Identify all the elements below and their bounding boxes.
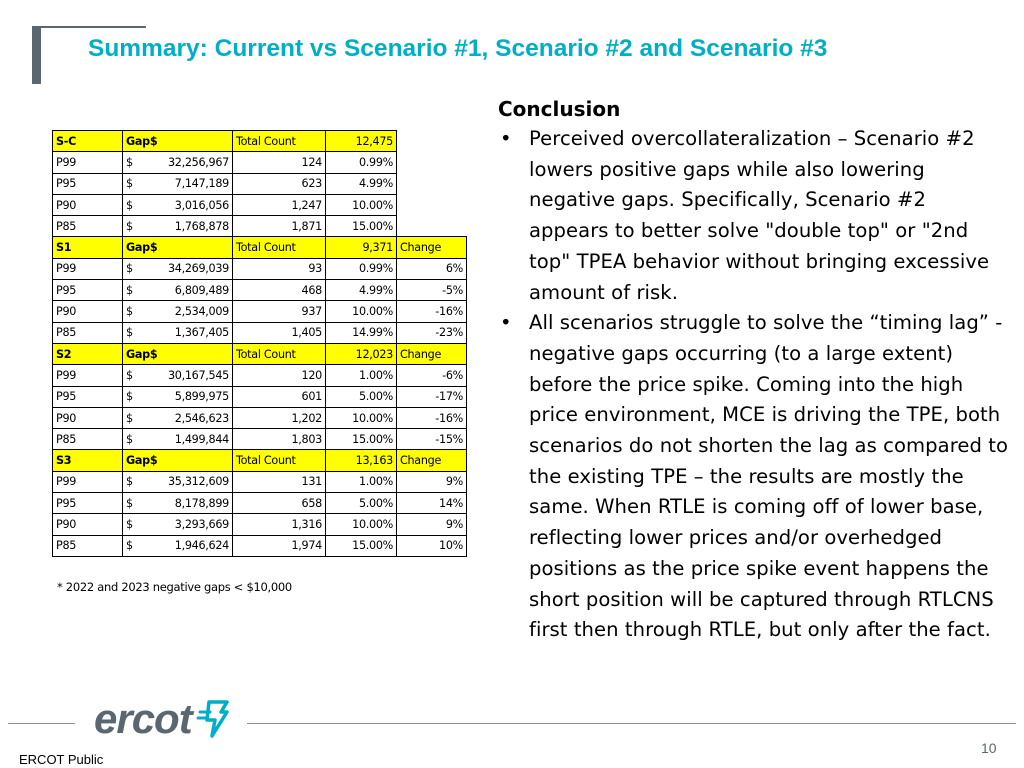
table-row <box>53 429 467 450</box>
currency-symbol: $ <box>126 539 133 553</box>
percent-cell: 15.00% <box>326 216 397 237</box>
gap-value-cell <box>123 365 233 386</box>
currency-symbol: $ <box>126 326 133 340</box>
gap-value-wrapper <box>126 262 229 275</box>
currency-symbol: $ <box>126 368 133 382</box>
footer-divider-left <box>8 723 75 724</box>
percentile-cell: P90 <box>53 514 123 535</box>
conclusion-bullet <box>498 308 1008 646</box>
gap-amount: 3,016,056 <box>174 198 229 212</box>
gap-amount: 34,269,039 <box>167 262 229 276</box>
total-count-label-cell: Total Count <box>233 343 326 364</box>
currency-symbol: $ <box>126 432 133 446</box>
change-cell: -6% <box>397 365 467 386</box>
gap-value-wrapper <box>126 326 229 339</box>
change-cell: -23% <box>397 322 467 343</box>
gap-value-wrapper <box>126 284 229 297</box>
gap-value-cell <box>123 194 233 215</box>
gap-amount: 1,499,844 <box>174 432 229 446</box>
total-count-value-cell: 9,371 <box>326 237 397 258</box>
count-cell: 120 <box>233 365 326 386</box>
percentile-cell: P90 <box>53 194 123 215</box>
table-row <box>53 471 467 492</box>
gap-value-cell <box>123 152 233 173</box>
change-cell: 6% <box>397 258 467 279</box>
gap-value-wrapper <box>126 412 229 425</box>
total-count-value-cell: 13,163 <box>326 450 397 471</box>
percentile-cell: P95 <box>53 173 123 194</box>
table-row <box>53 365 467 386</box>
scenario-label-cell: S-C <box>53 131 123 152</box>
footer-divider-right <box>247 723 1016 724</box>
percent-cell: 4.99% <box>326 173 397 194</box>
currency-symbol: $ <box>126 475 133 489</box>
table-row <box>53 493 467 514</box>
currency-symbol: $ <box>126 155 133 169</box>
percentile-cell: P99 <box>53 365 123 386</box>
percentile-cell: P90 <box>53 301 123 322</box>
bracket-top-line <box>32 26 146 28</box>
change-cell: -16% <box>397 301 467 322</box>
gap-amount: 6,809,489 <box>174 283 229 297</box>
change-cell: 10% <box>397 535 467 556</box>
gap-value-cell <box>123 301 233 322</box>
gap-value-cell <box>123 429 233 450</box>
gap-value-wrapper <box>126 390 229 403</box>
gap-amount: 1,768,878 <box>174 219 229 233</box>
total-count-label-cell: Total Count <box>233 131 326 152</box>
change-cell: 14% <box>397 493 467 514</box>
currency-symbol: $ <box>126 517 133 531</box>
table-body <box>53 131 467 557</box>
percent-cell: 0.99% <box>326 258 397 279</box>
gap-value-cell <box>123 258 233 279</box>
gap-value-cell <box>123 535 233 556</box>
percentile-cell: P99 <box>53 258 123 279</box>
footer-classification-label: ERCOT Public <box>19 752 104 767</box>
currency-symbol: $ <box>126 496 133 510</box>
table-row <box>53 280 467 301</box>
change-cell: -17% <box>397 386 467 407</box>
conclusion-bullet-text: All scenarios struggle to solve the “timing lag” - negative gaps occurring (to a large extent) before the price spike. Coming into the high price environment, MCE is driving the TPE, both scenarios do not shorten the lag as compared to the existing TPE – the results are mostly the same. When RTLE is coming off of lower base, reflecting lower prices and/or overhedged positions as the price spike event happens the short position will be captured through RTLCNS first then through RTLE, but only after the fact. <box>529 311 1009 642</box>
gap-value-wrapper <box>126 539 229 552</box>
currency-symbol: $ <box>126 411 133 425</box>
percentile-cell: P85 <box>53 322 123 343</box>
percent-cell: 10.00% <box>326 194 397 215</box>
count-cell: 1,974 <box>233 535 326 556</box>
table-row <box>53 173 467 194</box>
gap-value-cell <box>123 514 233 535</box>
bullet-dot-icon: • <box>500 311 512 335</box>
table-group-header-row <box>53 237 467 258</box>
currency-symbol: $ <box>126 305 133 319</box>
total-count-label-cell: Total Count <box>233 450 326 471</box>
gap-value-cell <box>123 407 233 428</box>
change-header-cell: Change <box>397 237 467 258</box>
percentile-cell: P85 <box>53 535 123 556</box>
percentile-cell: P85 <box>53 216 123 237</box>
gap-amount: 8,178,899 <box>174 496 229 510</box>
percent-cell: 14.99% <box>326 322 397 343</box>
bracket-left-bar <box>32 26 41 84</box>
table-group-header-row <box>53 450 467 471</box>
gap-value-wrapper <box>126 156 229 169</box>
percentile-cell: P95 <box>53 493 123 514</box>
bullet-dot-icon: • <box>500 127 512 150</box>
gap-header-cell: Gap$ <box>123 131 233 152</box>
percent-cell: 0.99% <box>326 152 397 173</box>
change-cell: 9% <box>397 471 467 492</box>
count-cell: 93 <box>233 258 326 279</box>
currency-symbol: $ <box>126 262 133 276</box>
gap-value-wrapper <box>126 199 229 212</box>
gap-header-cell: Gap$ <box>123 343 233 364</box>
gap-amount: 1,367,405 <box>174 326 229 340</box>
gap-value-wrapper <box>126 433 229 446</box>
empty-cell <box>397 152 467 173</box>
table-row <box>53 407 467 428</box>
count-cell: 601 <box>233 386 326 407</box>
gap-value-wrapper <box>126 305 229 318</box>
empty-cell <box>397 194 467 215</box>
percent-cell: 10.00% <box>326 407 397 428</box>
table-row <box>53 535 467 556</box>
percent-cell: 15.00% <box>326 535 397 556</box>
page-number: 10 <box>981 740 997 756</box>
footnote: * 2022 and 2023 negative gaps < $10,000 <box>57 580 292 594</box>
gap-amount: 30,167,545 <box>167 368 229 382</box>
gap-value-wrapper <box>126 177 229 190</box>
percentile-cell: P85 <box>53 429 123 450</box>
empty-cell <box>397 131 467 152</box>
count-cell: 1,871 <box>233 216 326 237</box>
conclusion-bullet-text: Perceived overcollateralization – Scenario #2 lowers positive gaps while also lowering negative gaps. Specifically, Scenario #2 appears to better solve "double top" or "2nd top" TPEA behavior without bringing excessive amount of risk. <box>529 127 990 304</box>
gap-summary-table <box>52 130 467 557</box>
table-group-header-row <box>53 343 467 364</box>
gap-amount: 7,147,189 <box>174 177 229 191</box>
change-cell: -16% <box>397 407 467 428</box>
count-cell: 124 <box>233 152 326 173</box>
gap-value-cell <box>123 173 233 194</box>
gap-value-cell <box>123 216 233 237</box>
total-count-label-cell: Total Count <box>233 237 326 258</box>
table-row <box>53 216 467 237</box>
gap-amount: 3,293,669 <box>174 517 229 531</box>
percent-cell: 10.00% <box>326 514 397 535</box>
conclusion-panel <box>498 94 1008 646</box>
table-row <box>53 386 467 407</box>
count-cell: 468 <box>233 280 326 301</box>
conclusion-heading: Conclusion <box>498 97 621 121</box>
count-cell: 1,202 <box>233 407 326 428</box>
gap-value-wrapper <box>126 518 229 531</box>
lightning-bolt-icon <box>196 699 232 739</box>
percent-cell: 1.00% <box>326 365 397 386</box>
scenario-label-cell: S3 <box>53 450 123 471</box>
count-cell: 658 <box>233 493 326 514</box>
scenario-label-cell: S2 <box>53 343 123 364</box>
percent-cell: 5.00% <box>326 493 397 514</box>
gap-value-wrapper <box>126 369 229 382</box>
change-cell: -5% <box>397 280 467 301</box>
count-cell: 1,247 <box>233 194 326 215</box>
count-cell: 1,316 <box>233 514 326 535</box>
gap-value-cell <box>123 471 233 492</box>
gap-value-wrapper <box>126 497 229 510</box>
logo-wordmark: ercot <box>94 695 192 742</box>
table-row <box>53 258 467 279</box>
count-cell: 131 <box>233 471 326 492</box>
slide-title: Summary: Current vs Scenario #1, Scenario #2 and Scenario #3 <box>88 35 828 62</box>
ercot-logo <box>94 695 232 742</box>
table-row <box>53 514 467 535</box>
table-row <box>53 194 467 215</box>
table-row <box>53 301 467 322</box>
gap-amount: 1,946,624 <box>174 539 229 553</box>
gap-value-wrapper <box>126 475 229 488</box>
conclusion-bullets <box>498 124 1008 646</box>
change-header-cell: Change <box>397 450 467 471</box>
change-header-cell: Change <box>397 343 467 364</box>
currency-symbol: $ <box>126 177 133 191</box>
total-count-value-cell: 12,475 <box>326 131 397 152</box>
currency-symbol: $ <box>126 283 133 297</box>
empty-cell <box>397 173 467 194</box>
percent-cell: 4.99% <box>326 280 397 301</box>
percentile-cell: P99 <box>53 471 123 492</box>
count-cell: 623 <box>233 173 326 194</box>
table-row <box>53 322 467 343</box>
percent-cell: 5.00% <box>326 386 397 407</box>
gap-amount: 2,534,009 <box>174 305 229 319</box>
count-cell: 937 <box>233 301 326 322</box>
gap-value-cell <box>123 322 233 343</box>
percent-cell: 15.00% <box>326 429 397 450</box>
currency-symbol: $ <box>126 198 133 212</box>
change-cell: -15% <box>397 429 467 450</box>
gap-amount: 2,546,623 <box>174 411 229 425</box>
count-cell: 1,405 <box>233 322 326 343</box>
empty-cell <box>397 216 467 237</box>
table-group-header-row <box>53 131 467 152</box>
percentile-cell: P99 <box>53 152 123 173</box>
change-cell: 9% <box>397 514 467 535</box>
table-row <box>53 152 467 173</box>
currency-symbol: $ <box>126 219 133 233</box>
gap-value-cell <box>123 386 233 407</box>
total-count-value-cell: 12,023 <box>326 343 397 364</box>
gap-amount: 35,312,609 <box>167 475 229 489</box>
percentile-cell: P95 <box>53 386 123 407</box>
percent-cell: 10.00% <box>326 301 397 322</box>
conclusion-bullet <box>498 124 1008 308</box>
percentile-cell: P90 <box>53 407 123 428</box>
percentile-cell: P95 <box>53 280 123 301</box>
gap-amount: 32,256,967 <box>167 155 229 169</box>
gap-header-cell: Gap$ <box>123 237 233 258</box>
gap-value-cell <box>123 493 233 514</box>
gap-value-cell <box>123 280 233 301</box>
scenario-label-cell: S1 <box>53 237 123 258</box>
gap-header-cell: Gap$ <box>123 450 233 471</box>
percent-cell: 1.00% <box>326 471 397 492</box>
gap-value-wrapper <box>126 220 229 233</box>
gap-amount: 5,899,975 <box>174 390 229 404</box>
currency-symbol: $ <box>126 390 133 404</box>
count-cell: 1,803 <box>233 429 326 450</box>
